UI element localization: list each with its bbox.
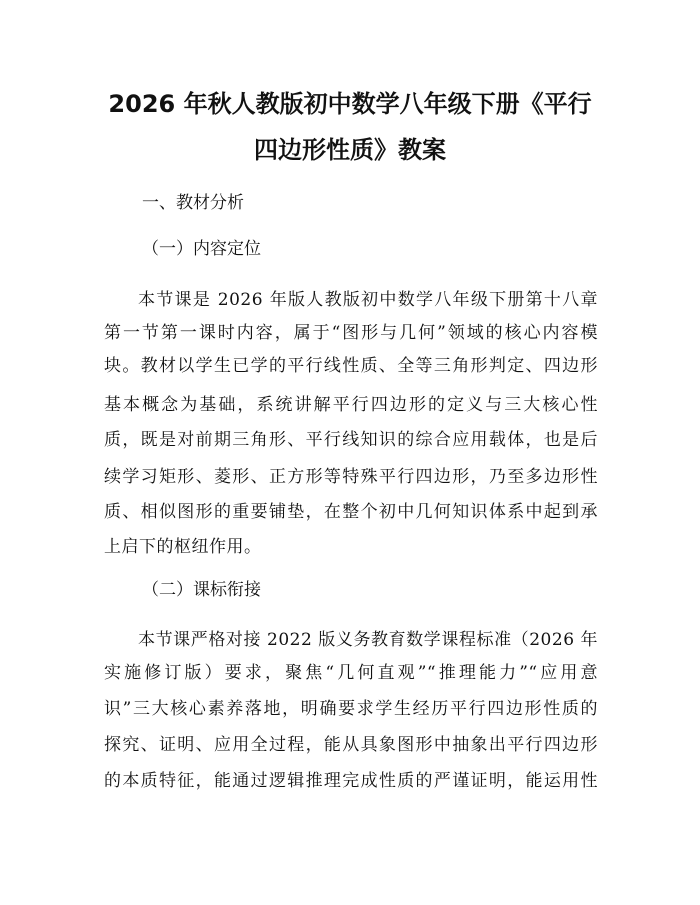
paragraph-1-line: 块。教材以学生已学的平行线性质、全等三角形判定、四边形 — [104, 356, 598, 376]
paragraph-1-line: 上启下的枢纽作用。 — [104, 537, 262, 557]
paragraph-1-line: 第一节第一课时内容，属于“图形与几何”领域的核心内容模 — [104, 323, 598, 343]
subsection-heading-content-positioning: （一）内容定位 — [142, 239, 261, 259]
paragraph-1-line: 续学习矩形、菱形、正方形等特殊平行四边形，乃至多边形性 — [104, 467, 598, 487]
paragraph-2-line: 的本质特征，能通过逻辑推理完成性质的严谨证明，能运用性 — [104, 771, 598, 791]
section-heading-teaching-material-analysis: 一、教材分析 — [142, 193, 244, 213]
document-title-line-1: 2026 年秋人教版初中数学八年级下册《平行 — [108, 90, 592, 118]
paragraph-2-line: 探究、证明、应用全过程，能从具象图形中抽象出平行四边形 — [104, 735, 598, 755]
paragraph-2-line: 本节课严格对接 2022 版义务教育数学课程标准（2026 年 — [138, 630, 598, 650]
paragraph-1-line: 质、相似图形的重要铺垫，在整个初中几何知识体系中起到承 — [104, 502, 598, 522]
paragraph-2-line: 识”三大核心素养落地，明确要求学生经历平行四边形性质的 — [104, 699, 598, 719]
document-title-line-2: 四边形性质》教案 — [254, 136, 446, 164]
paragraph-1-line: 本节课是 2026 年版人教版初中数学八年级下册第十八章 — [138, 290, 598, 310]
paragraph-1-line: 质，既是对前期三角形、平行线知识的综合应用载体，也是后 — [104, 430, 598, 450]
paragraph-1-line: 基本概念为基础，系统讲解平行四边形的定义与三大核心性 — [104, 395, 598, 415]
paragraph-2-line: 实施修订版）要求，聚焦“几何直观”“推理能力”“应用意 — [104, 663, 598, 683]
subsection-heading-curriculum-alignment: （二）课标衔接 — [142, 580, 261, 600]
